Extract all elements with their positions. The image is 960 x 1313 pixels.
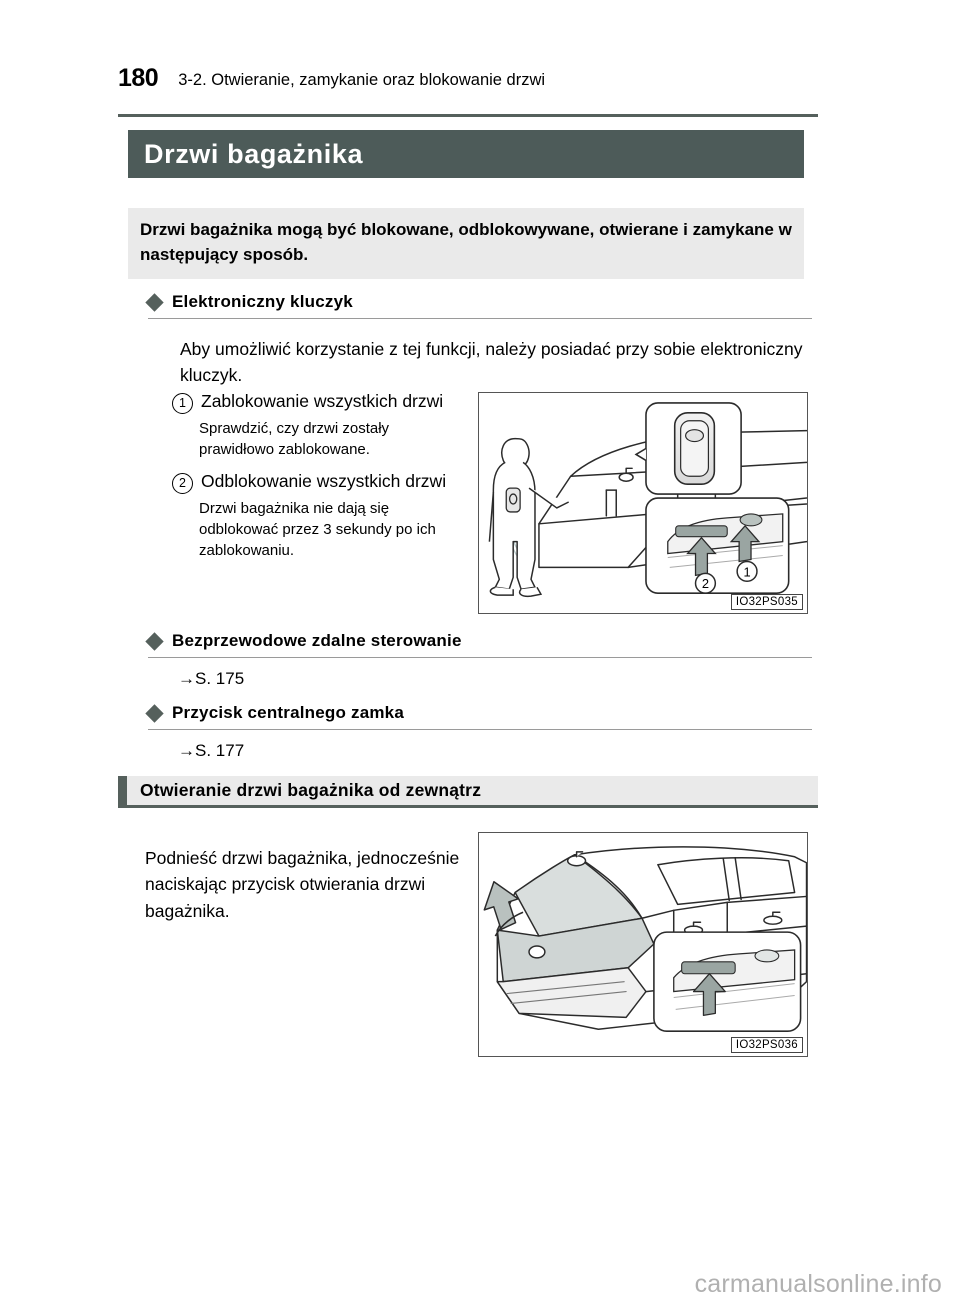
heading-central-lock-button	[148, 703, 812, 730]
step-title: Odblokowanie wszystkich drzwi	[201, 470, 447, 491]
step-note: Drzwi bagażnika nie dają się odblokować przez 3 sekundy po ich zablokowaniu.	[199, 499, 436, 560]
numbered-instruction-list	[172, 389, 472, 569]
step-number-badge: 1	[172, 393, 193, 414]
chapter-title-bar	[128, 130, 804, 178]
section-header-label: Otwieranie drzwi bagażnika od zewnątrz	[140, 780, 482, 800]
figure-2-artwork	[479, 833, 807, 1056]
figure-1-artwork	[479, 393, 807, 613]
figure-electronic-key-illustration	[478, 392, 808, 614]
site-watermark: carmanualsonline.info	[694, 1270, 942, 1298]
diamond-bullet-icon	[145, 293, 163, 311]
figure-code-label: IO32PS035	[731, 594, 803, 610]
svg-text:2: 2	[701, 576, 710, 592]
page-header	[118, 66, 818, 110]
page-reference-central[interactable]	[178, 742, 244, 759]
figure-code-label: IO32PS036	[731, 1037, 803, 1053]
diamond-bullet-icon	[145, 632, 163, 650]
page-reference-wireless[interactable]	[178, 670, 244, 687]
arrow-right-icon: →	[178, 669, 195, 688]
figure-open-trunk-illustration	[478, 832, 808, 1057]
electronic-key-paragraph: Aby umożliwić korzystanie z tej funkcji, należy posiadać przy sobie elektroniczny kluczyk.	[180, 339, 803, 386]
page-title: Drzwi bagażnika	[144, 138, 364, 169]
intro-callout-box	[128, 208, 804, 279]
diamond-bullet-icon	[145, 704, 163, 722]
step-title: Zablokowanie wszystkich drzwi	[201, 391, 444, 411]
heading-central-lock-button-label: Przycisk centralnego zamka	[172, 703, 404, 722]
breadcrumb: 3-2. Otwieranie, zamykanie oraz blokowanie drzwi	[178, 71, 546, 89]
heading-wireless-remote	[148, 631, 812, 658]
svg-text:1: 1	[743, 564, 751, 580]
list-item	[172, 469, 472, 494]
open-trunk-paragraph: Podnieść drzwi bagażnika, jednocześnie naciskając przycisk otwierania drzwi bagażnika.	[145, 848, 460, 921]
heading-electronic-key-label: Elektroniczny kluczyk	[172, 292, 353, 311]
intro-callout-text: Drzwi bagażnika mogą być blokowane, odblokowywane, otwierane i zamykane w następujący sposób.	[140, 220, 792, 264]
heading-electronic-key	[148, 292, 812, 319]
heading-wireless-remote-label: Bezprzewodowe zdalne sterowanie	[172, 631, 462, 650]
section-header-open-trunk	[118, 776, 818, 808]
page-reference-wireless-label: S. 175	[195, 669, 245, 688]
header-divider	[118, 114, 818, 117]
page-number: 180	[118, 64, 159, 92]
step-number-badge: 2	[172, 473, 193, 494]
page-reference-central-label: S. 177	[195, 741, 245, 760]
arrow-right-icon: →	[178, 741, 195, 760]
step-note: Sprawdzić, czy drzwi zostały prawidłowo zablokowane.	[199, 420, 390, 459]
list-item	[172, 389, 472, 414]
